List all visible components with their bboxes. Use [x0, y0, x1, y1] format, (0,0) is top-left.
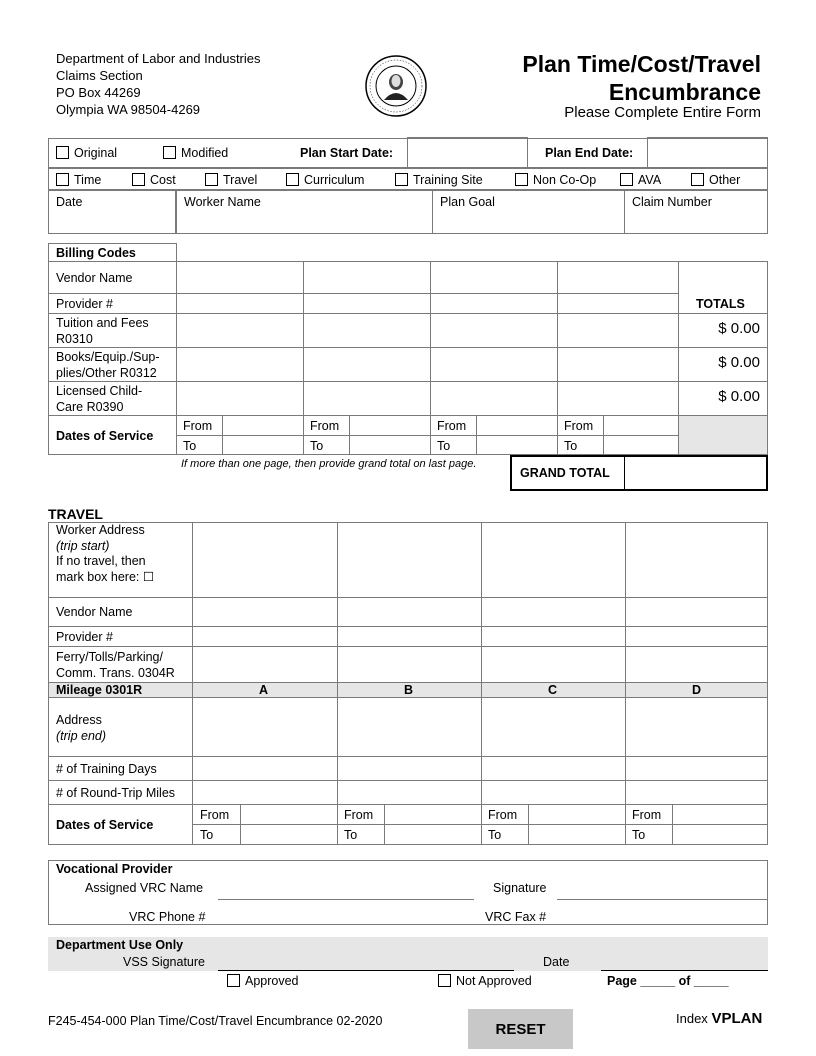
type-travel[interactable] — [205, 172, 257, 188]
time-checkbox[interactable] — [56, 173, 69, 186]
form-title — [522, 50, 761, 106]
childcare-label — [56, 383, 142, 415]
claim-number-label: Claim Number — [632, 195, 712, 209]
not-approved-label: Not Approved — [456, 974, 532, 988]
travel-provider-label: Provider # — [56, 630, 113, 644]
address-line: Address — [56, 713, 102, 727]
grand-total-divider — [624, 457, 625, 490]
plan-end-date-input[interactable] — [647, 137, 768, 168]
billing-codes-title: Billing Codes — [56, 246, 136, 260]
department-address — [56, 50, 261, 118]
to-label: To — [437, 439, 451, 453]
column-d-header: D — [692, 683, 702, 697]
date-divider — [672, 804, 673, 845]
vss-signature-label: VSS Signature — [123, 955, 205, 969]
grand-total-note: If more than one page, then provide grand total on last page. — [181, 458, 477, 470]
address-line: PO Box 44269 — [56, 85, 141, 100]
type-label: Travel — [223, 173, 258, 187]
type-label: Non Co-Op — [533, 173, 597, 187]
tuition-total: $ 0.00 — [718, 320, 760, 337]
childcare-label-line: Licensed Child- — [56, 384, 143, 398]
form-subtitle: Please Complete Entire Form — [564, 104, 761, 121]
travel-vendor-label: Vendor Name — [56, 605, 133, 619]
index-value: VPLAN — [711, 1010, 763, 1027]
worker-address-label — [56, 523, 154, 585]
totals-shaded-cell — [678, 415, 768, 455]
training-site-checkbox[interactable] — [395, 173, 408, 186]
to-label: To — [310, 439, 324, 453]
tuition-label — [56, 315, 149, 347]
column-divider — [481, 682, 482, 698]
date-label: Date — [543, 955, 570, 969]
vendor-name-label: Vendor Name — [56, 271, 133, 285]
row-divider — [48, 626, 768, 627]
signature-line[interactable] — [557, 899, 768, 900]
column-divider — [430, 261, 431, 455]
worker-name-label: Worker Name — [184, 195, 261, 209]
column-a-header: A — [259, 683, 269, 697]
training-days-label: # of Training Days — [56, 762, 157, 776]
to-label: To — [632, 828, 646, 842]
original-label: Original — [74, 146, 118, 160]
row-divider — [48, 780, 768, 781]
type-label: Curriculum — [304, 173, 365, 187]
index-label-group — [676, 1011, 762, 1027]
mileage-label: Mileage 0301R — [56, 683, 143, 697]
tuition-label-line: Tuition and Fees — [56, 316, 149, 330]
column-divider — [557, 261, 558, 455]
worker-address-line: Worker Address — [56, 523, 145, 537]
date-divider — [476, 415, 477, 455]
ferry-label-line: Ferry/Tolls/Parking/ — [56, 650, 163, 664]
signature-label: Signature — [493, 881, 547, 895]
non-coop-checkbox[interactable] — [515, 173, 528, 186]
curriculum-checkbox[interactable] — [286, 173, 299, 186]
type-cost[interactable] — [132, 172, 176, 188]
column-divider — [192, 682, 193, 698]
date-label: Date — [56, 195, 83, 209]
round-trip-label: # of Round-Trip Miles — [56, 786, 176, 800]
index-label: Index — [676, 1011, 708, 1026]
date-divider — [384, 804, 385, 845]
childcare-total: $ 0.00 — [718, 388, 760, 405]
totals-header: TOTALS — [696, 297, 745, 311]
cost-checkbox[interactable] — [132, 173, 145, 186]
billing-dates-label: Dates of Service — [56, 429, 154, 443]
column-divider — [625, 682, 626, 698]
trip-end-address-label — [56, 712, 106, 744]
row-divider — [48, 646, 768, 647]
books-total: $ 0.00 — [718, 354, 760, 371]
type-training-site[interactable] — [395, 172, 483, 188]
to-label: To — [200, 828, 214, 842]
modified-checkbox[interactable] — [163, 146, 176, 159]
vrc-phone-label: VRC Phone # — [129, 910, 206, 924]
to-label: To — [564, 439, 578, 453]
grand-total-label: GRAND TOTAL — [520, 466, 610, 480]
ferry-label — [56, 649, 175, 681]
address-line: Department of Labor and Industries — [56, 51, 261, 66]
date-divider — [222, 415, 223, 455]
books-label-line: plies/Other R0312 — [56, 366, 157, 380]
date-divider — [349, 415, 350, 455]
column-b-header: B — [404, 683, 414, 697]
address-line: Olympia WA 98504-4269 — [56, 102, 201, 117]
date-divider — [240, 804, 241, 845]
from-label: From — [437, 419, 467, 433]
original-checkbox[interactable] — [56, 146, 69, 159]
column-divider — [337, 682, 338, 698]
column-divider — [303, 261, 304, 455]
provider-label: Provider # — [56, 297, 113, 311]
type-label: Cost — [150, 173, 176, 187]
title-line: Encumbrance — [608, 79, 761, 105]
from-label: From — [564, 419, 594, 433]
row-divider — [176, 293, 679, 294]
tuition-label-line: R0310 — [56, 332, 93, 346]
plan-end-label: Plan End Date: — [545, 146, 634, 160]
from-label: From — [183, 419, 213, 433]
form-id: F245-454-000 Plan Time/Cost/Travel Encumbrance 02-2020 — [48, 1014, 383, 1028]
travel-title: TRAVEL — [48, 506, 103, 522]
state-seal-icon — [364, 54, 428, 118]
travel-checkbox[interactable] — [205, 173, 218, 186]
from-label: From — [344, 808, 374, 822]
type-time[interactable] — [56, 172, 101, 188]
approved-option[interactable] — [227, 973, 299, 989]
books-label — [56, 349, 160, 381]
vrc-name-label: Assigned VRC Name — [85, 881, 204, 895]
type-label: Other — [709, 173, 741, 187]
childcare-label-line: Care R0390 — [56, 400, 124, 414]
vss-signature-line[interactable] — [218, 970, 514, 971]
modified-label: Modified — [181, 146, 229, 160]
worker-address-line: (trip start) — [56, 538, 110, 553]
department-title: Department Use Only — [56, 938, 184, 952]
from-label: From — [310, 419, 340, 433]
type-other[interactable] — [691, 172, 740, 188]
reset-button[interactable]: RESET — [468, 1009, 573, 1049]
row-divider — [192, 824, 768, 825]
type-label: Training Site — [413, 173, 483, 187]
from-label: From — [632, 808, 662, 822]
date-divider — [528, 804, 529, 845]
type-non-coop[interactable] — [515, 172, 596, 188]
approved-checkbox[interactable] — [227, 974, 240, 987]
ava-checkbox[interactable] — [620, 173, 633, 186]
row-divider — [48, 756, 768, 757]
date-divider — [603, 415, 604, 455]
original-option[interactable] — [56, 145, 117, 161]
type-curriculum[interactable] — [286, 172, 364, 188]
plan-goal-label: Plan Goal — [440, 195, 495, 209]
approved-label: Approved — [245, 974, 299, 988]
type-label: Time — [74, 173, 102, 187]
address-line: (trip end) — [56, 729, 107, 743]
to-label: To — [183, 439, 197, 453]
type-ava[interactable] — [620, 172, 661, 188]
no-travel-checkbox[interactable]: mark box here: ☐ — [56, 569, 155, 584]
not-approved-checkbox[interactable] — [438, 974, 451, 987]
modified-option[interactable] — [163, 145, 228, 161]
vocational-title: Vocational Provider — [56, 862, 173, 876]
address-line: Claims Section — [56, 68, 143, 83]
grand-total-value[interactable] — [626, 457, 766, 489]
not-approved-option[interactable] — [438, 973, 532, 989]
row-divider — [48, 597, 768, 598]
column-c-header: C — [548, 683, 558, 697]
travel-dates-label: Dates of Service — [56, 818, 154, 832]
to-label: To — [488, 828, 502, 842]
books-label-line: Books/Equip./Sup- — [56, 350, 160, 364]
vrc-fax-label: VRC Fax # — [485, 910, 547, 924]
date-line[interactable] — [601, 970, 768, 971]
row-divider — [48, 804, 768, 805]
to-label: To — [344, 828, 358, 842]
page-of-label: Page _____ of _____ — [607, 974, 729, 988]
from-label: From — [488, 808, 518, 822]
plan-start-label: Plan Start Date: — [300, 146, 394, 160]
no-travel-line: If no travel, then — [56, 554, 146, 568]
from-label: From — [200, 808, 230, 822]
other-checkbox[interactable] — [691, 173, 704, 186]
title-line: Plan Time/Cost/Travel — [522, 51, 761, 77]
ferry-label-line: Comm. Trans. 0304R — [56, 666, 175, 680]
vrc-name-line[interactable] — [218, 899, 474, 900]
plan-start-date-input[interactable] — [407, 137, 528, 168]
type-label: AVA — [638, 173, 662, 187]
